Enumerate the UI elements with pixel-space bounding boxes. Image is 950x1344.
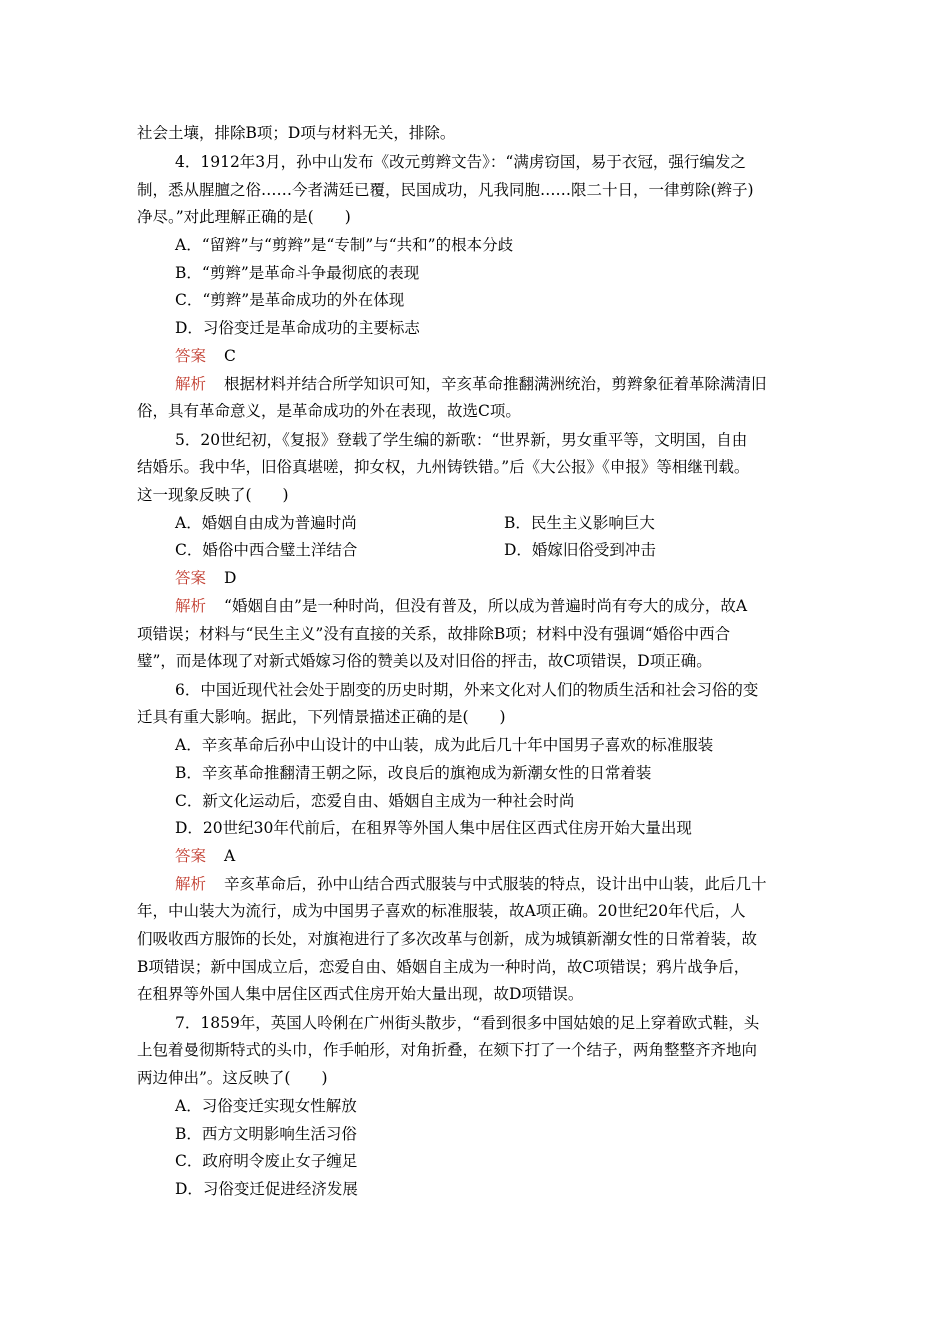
q4-analysis-line-2: 俗，具有革命意义，是革命成功的外在表现，故选C项。 bbox=[137, 402, 521, 420]
analysis-text: “婚姻自由”是一种时尚，但没有普及，所以成为普遍时尚有夸大的成分，故A bbox=[224, 597, 748, 615]
analysis-text: 辛亥革命后，孙中山结合西式服装与中式服装的特点，设计出中山装，此后几十 bbox=[224, 875, 767, 893]
q6-analysis-line-1 bbox=[175, 874, 767, 894]
q6-option-c: C．新文化运动后，恋爱自由、婚姻自主成为一种社会时尚 bbox=[175, 792, 575, 810]
q6-option-d: D．20世纪30年代前后，在租界等外国人集中居住区西式住房开始大量出现 bbox=[175, 819, 692, 837]
answer-value: A bbox=[224, 847, 236, 865]
q6-answer bbox=[175, 846, 235, 866]
q4-answer bbox=[175, 346, 236, 366]
q6-stem-line-2: 迁具有重大影响。据此，下列情景描述正确的是( ) bbox=[137, 708, 506, 726]
answer-label: 答案 bbox=[175, 569, 207, 587]
q5-analysis-line-3: 璧”，而是体现了对新式婚嫁习俗的赞美以及对旧俗的抨击，故C项错误，D项正确。 bbox=[137, 652, 712, 670]
q4-stem-line-1: 4．1912年3月，孙中山发布《改元剪辫文告》：“满虏窃国，易于衣冠，强行编发之 bbox=[175, 153, 746, 171]
q6-stem-line-1: 6．中国近现代社会处于剧变的历史时期，外来文化对人们的物质生活和社会习俗的变 bbox=[175, 681, 759, 699]
analysis-label: 解析 bbox=[175, 375, 207, 393]
q6-analysis-line-3: 们吸收西方服饰的长处，对旗袍进行了多次改革与创新，成为城镇新潮女性的日常着装，故 bbox=[137, 930, 758, 948]
q6-analysis-line-5: 在租界等外国人集中居住区西式住房开始大量出现，故D项错误。 bbox=[137, 985, 584, 1003]
continued-analysis-text: 社会土壤，排除B项；D项与材料无关，排除。 bbox=[137, 124, 456, 142]
answer-label: 答案 bbox=[175, 347, 207, 365]
q6-option-a: A．辛亥革命后孙中山设计的中山装，成为此后几十年中国男子喜欢的标准服装 bbox=[175, 736, 714, 754]
q4-stem-line-2: 制，悉从腥膻之俗……今者满廷已覆，民国成功，凡我同胞……限二十日，一律剪除(辫子) bbox=[137, 181, 754, 199]
q5-stem-line-1: 5．20世纪初，《复报》登载了学生编的新歌：“世界新，男女重平等，文明国，自由 bbox=[175, 431, 748, 449]
q5-answer bbox=[175, 568, 236, 588]
answer-value: C bbox=[224, 347, 236, 365]
q7-stem-line-1: 7．1859年，英国人呤俐在广州街头散步，“看到很多中国姑娘的足上穿着欧式鞋，头 bbox=[175, 1014, 760, 1032]
q5-analysis-line-1 bbox=[175, 596, 747, 616]
q7-stem-line-2: 上包着曼彻斯特式的头巾，作手帕形，对角折叠，在颏下打了一个结子，两角整整齐齐地向 bbox=[137, 1041, 758, 1059]
q4-option-d: D．习俗变迁是革命成功的主要标志 bbox=[175, 319, 420, 337]
q6-analysis-line-4: B项错误；新中国成立后，恋爱自由、婚姻自主成为一种时尚，故C项错误；鸦片战争后， bbox=[137, 958, 750, 976]
q4-option-b: B．“剪辫”是革命斗争最彻底的表现 bbox=[175, 264, 420, 282]
q5-option-a: A．婚姻自由成为普遍时尚 bbox=[175, 514, 357, 532]
q7-option-b: B．西方文明影响生活习俗 bbox=[175, 1125, 357, 1143]
q4-option-a: A．“留辫”与“剪辫”是“专制”与“共和”的根本分歧 bbox=[175, 236, 514, 254]
analysis-label: 解析 bbox=[175, 875, 207, 893]
q4-stem-line-3: 净尽。”对此理解正确的是( ) bbox=[137, 208, 351, 226]
q4-option-c: C．“剪辫”是革命成功的外在体现 bbox=[175, 291, 405, 309]
q7-option-d: D．习俗变迁促进经济发展 bbox=[175, 1180, 358, 1198]
q6-analysis-line-2: 年，中山装大为流行，成为中国男子喜欢的标准服装，故A项正确。20世纪20年代后，人 bbox=[137, 902, 746, 920]
answer-value: D bbox=[224, 569, 237, 587]
q5-option-d: D．婚嫁旧俗受到冲击 bbox=[504, 541, 656, 559]
q7-option-a: A．习俗变迁实现女性解放 bbox=[175, 1097, 357, 1115]
q6-option-b: B．辛亥革命推翻清王朝之际，改良后的旗袍成为新潮女性的日常着装 bbox=[175, 764, 652, 782]
analysis-label: 解析 bbox=[175, 597, 207, 615]
q4-analysis-line-1 bbox=[175, 374, 767, 394]
q7-option-c: C．政府明令废止女子缠足 bbox=[175, 1152, 358, 1170]
q7-stem-line-3: 两边伸出”。这反映了( ) bbox=[137, 1069, 328, 1087]
answer-label: 答案 bbox=[175, 847, 207, 865]
q5-option-c: C．婚俗中西合璧土洋结合 bbox=[175, 541, 358, 559]
analysis-text: 根据材料并结合所学知识可知，辛亥革命推翻满洲统治，剪辫象征着革除满清旧 bbox=[224, 375, 767, 393]
q5-stem-line-3: 这一现象反映了( ) bbox=[137, 486, 289, 504]
q5-option-b: B．民生主义影响巨大 bbox=[504, 514, 655, 532]
q5-analysis-line-2: 项错误；材料与“民生主义”没有直接的关系，故排除B项；材料中没有强调“婚俗中西合 bbox=[137, 625, 731, 643]
q5-stem-line-2: 结婚乐。我中华，旧俗真堪嗟，抑女权，九州铸铁错。”后《大公报》《申报》等相继刊载。 bbox=[137, 458, 750, 476]
